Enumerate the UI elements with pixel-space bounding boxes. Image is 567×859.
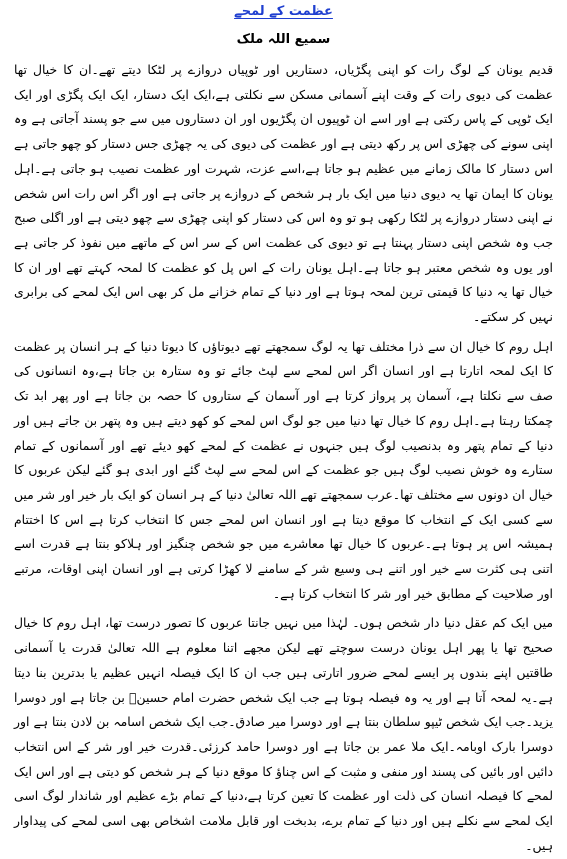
article-paragraph-1: قدیم یونان کے لوگ رات کو اپنی پگڑیاں، دستاریں اور ٹوپیاں دروازے پر لٹکا دیتے تھے۔ان کا خیال تھا عظمت کی دیوی رات کے وقت اپنے آسمانی مسکن سے نکلتی ہے،ایک ایک دستار، ایک ایک پگڑی اور ایک ایک ٹوپی کے پاس رکتی ہے اور اسے ان ٹوپیوں ان پگڑیوں اور ان دستاروں میں سے جو پسند آجاتی ہے وہ اپنی سونے کی چھڑی اس پر رکھ دیتی ہے اور عظمت کی دیوی کی یہ چھڑی جس دستار کو چھو جاتی ہے اس دستار کا مالک زمانے میں عظیم ہو جاتا ہے،اسے عزت، شہرت اور عظمت نصیب ہو جاتی ہے۔اہل یونان کا ایمان تھا یہ دیوی دنیا میں ایک بار ہر شخص کے دروازے پر جاتی ہے اور اگر اس رات اس شخص نے اپنی دستار دروازے پر لٹکا رکھی ہو تو وہ اس کی دستار کو اپنی چھڑی سے چھو دیتی ہے اور اگلی صبح جب وہ شخص اپنی دستار پہنتا ہے تو دیوی کی عظمت اس کے سر اس کے ماتھے میں نفوذ کر جاتی ہے اور یوں وہ شخص معتبر ہو جاتا ہے۔اہل یونان رات کے اس پل کو عظمت کا لمحہ کہتے تھے اور ان کا خیال تھا یہ دنیا کا قیمتی ترین لمحہ ہوتا ہے اور دنیا کے تمام خزانے مل کر بھی اس ایک لمحے کی برابری نہیں کر سکتے۔ [14,62,553,325]
article-author: سمیع اللہ ملک [236,32,331,47]
article-paragraph-2: اہل روم کا خیال ان سے ذرا مختلف تھا یہ لوگ سمجھتے تھے دیوتاؤں کا دیوتا دنیا کے ہر انسان پر عظمت کا ایک لمحہ اتارتا ہے اور انسان اگر اس لمحے سے لپٹ جائے تو وہ ستارہ بن جاتا ہے،وہ انسانوں کی صف سے نکلتا ہے، آسمان پر پرواز کرتا ہے اور آسمان کے ستاروں کا حصہ بن جاتا ہے اور پھر ابد تک چمکتا رہتا ہے۔اہل روم کا خیال تھا دنیا میں جو لوگ اس لمحے کو کھو دیتے ہیں وہ پتھر بن جاتے ہیں اور دنیا کے تمام پتھر وہ بدنصیب لوگ ہیں جنہوں نے عظمت کے لمحے کھو دیئے تھے اور آسمانوں کے تمام ستارے وہ خوش نصیب لوگ ہیں جو عظمت کے اس لمحے سے لپٹ گئے اور ابدی ہو گئے لیکن عربوں کا خیال ان دونوں سے مختلف تھا۔عرب سمجھتے تھے اللہ تعالیٰ دنیا کے ہر انسان کو ایک بار خیر اور شر میں سے کسی ایک کے انتخاب کا موقع دیتا ہے اور انسان اس لمحے جس کا انتخاب کرتا ہے اس کا اختتام ہمیشہ اس پر ہوتا ہے۔عربوں کا خیال تھا معاشرے میں جو شخص چنگیز اور ہلاکو بنتا ہے قدرت اسے اتنی ہی کثرت سے خیر اور اتنے ہی وسیع شر کے سامنے لا کھڑا کرتی ہے اور انسان اپنی اوقات، مرتبے اور صلاحیت کے مطابق خیر اور شر کا انتخاب کرتا ہے۔ [14,338,553,601]
article-title: عظمت کے لمحے [234,4,333,19]
article-paragraph-3: میں ایک کم عقل دنیا دار شخص ہوں۔ لہٰذا میں نہیں جانتا عربوں کا تصور درست تھا، اہل روم کا خیال صحیح تھا یا پھر اہل یونان درست سوچتے تھے لیکن مجھے اتنا معلوم ہے اللہ تعالیٰ قدرت یا آسمانی طاقتیں اپنے بندوں پر ایسے لمحے ضرور اتارتی ہیں جب ان کا ایک فیصلہ انہیں عظیم یا بدترین بنا دیتا ہے۔یہ لمحہ آتا ہے اور یہ وہ فیصلہ ہوتا ہے جب ایک شخص حضرت امام حسینؓ بن جاتا ہے اور دوسرا یزید۔جب ایک شخص ٹیپو سلطان بنتا ہے اور دوسرا میر صادق۔جب ایک شخص اسامہ بن لادن بنتا ہے اور دوسرا بارک اوبامہ۔ایک ملا عمر بن جاتا ہے اور دوسرا حامد کرزئی۔قدرت خیر اور شر کے اس انتخاب دائیں اور بائیں کی پسند اور منفی و مثبت کے اس چناؤ کا موقع دنیا کے ہر شخص کو دیتی ہے اور اس ایک لمحے کا فیصلہ انسان کی ذلت اور عظمت کا تعین کرتا ہے،دنیا کے تمام بڑے عظیم اور شاندار لوگ اسی ایک لمحے سے نکلے ہیں اور دنیا کے تمام برے، بدبخت اور قابل ملامت اشخاص بھی اسی لمحے کی پیداوار ہیں۔ [14,615,553,853]
